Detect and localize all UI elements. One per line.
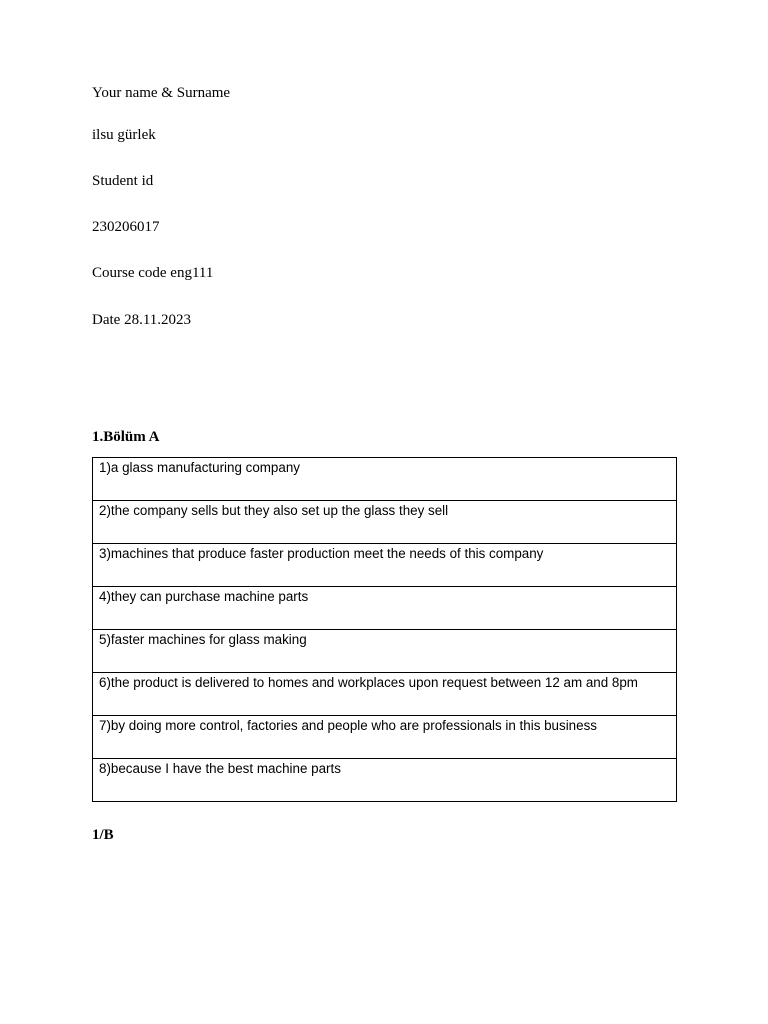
answer-cell-4 bbox=[93, 587, 677, 630]
name-value: ilsu gürlek bbox=[92, 127, 156, 143]
course-code: Course code eng111 bbox=[92, 265, 214, 281]
answer-cell-7 bbox=[93, 716, 677, 759]
answer-cell-3 bbox=[93, 544, 677, 587]
date: Date 28.11.2023 bbox=[92, 312, 192, 328]
answer-text: 4)they can purchase machine parts bbox=[99, 589, 309, 604]
table-row bbox=[93, 673, 677, 716]
answers-table bbox=[92, 457, 677, 802]
answer-text: 2)the company sells but they also set up the glass they sell bbox=[99, 503, 449, 518]
table-row bbox=[93, 458, 677, 501]
answer-text: 3)machines that produce faster production meet the needs of this company bbox=[99, 546, 544, 561]
student-id-label: Student id bbox=[92, 173, 154, 189]
answer-cell-1 bbox=[93, 458, 677, 501]
answer-text: 1)a glass manufacturing company bbox=[99, 460, 300, 475]
section-b-title: 1/B bbox=[92, 827, 114, 843]
table-row bbox=[93, 544, 677, 587]
answer-cell-5 bbox=[93, 630, 677, 673]
student-id-value: 230206017 bbox=[92, 219, 160, 235]
name-label: Your name & Surname bbox=[92, 85, 231, 101]
table-row bbox=[93, 759, 677, 802]
answer-text: 6)the product is delivered to homes and workplaces upon request between 12 am and 8pm bbox=[99, 675, 638, 690]
table-row bbox=[93, 587, 677, 630]
table-row bbox=[93, 630, 677, 673]
table-row bbox=[93, 501, 677, 544]
answer-text: 5)faster machines for glass making bbox=[99, 632, 307, 647]
table-row bbox=[93, 716, 677, 759]
answer-text: 7)by doing more control, factories and people who are professionals in this business bbox=[99, 718, 597, 733]
answer-text: 8)because I have the best machine parts bbox=[99, 761, 341, 776]
answer-cell-2 bbox=[93, 501, 677, 544]
answer-cell-8 bbox=[93, 759, 677, 802]
section-a-title: 1.Bölüm A bbox=[92, 429, 160, 445]
answer-cell-6 bbox=[93, 673, 677, 716]
